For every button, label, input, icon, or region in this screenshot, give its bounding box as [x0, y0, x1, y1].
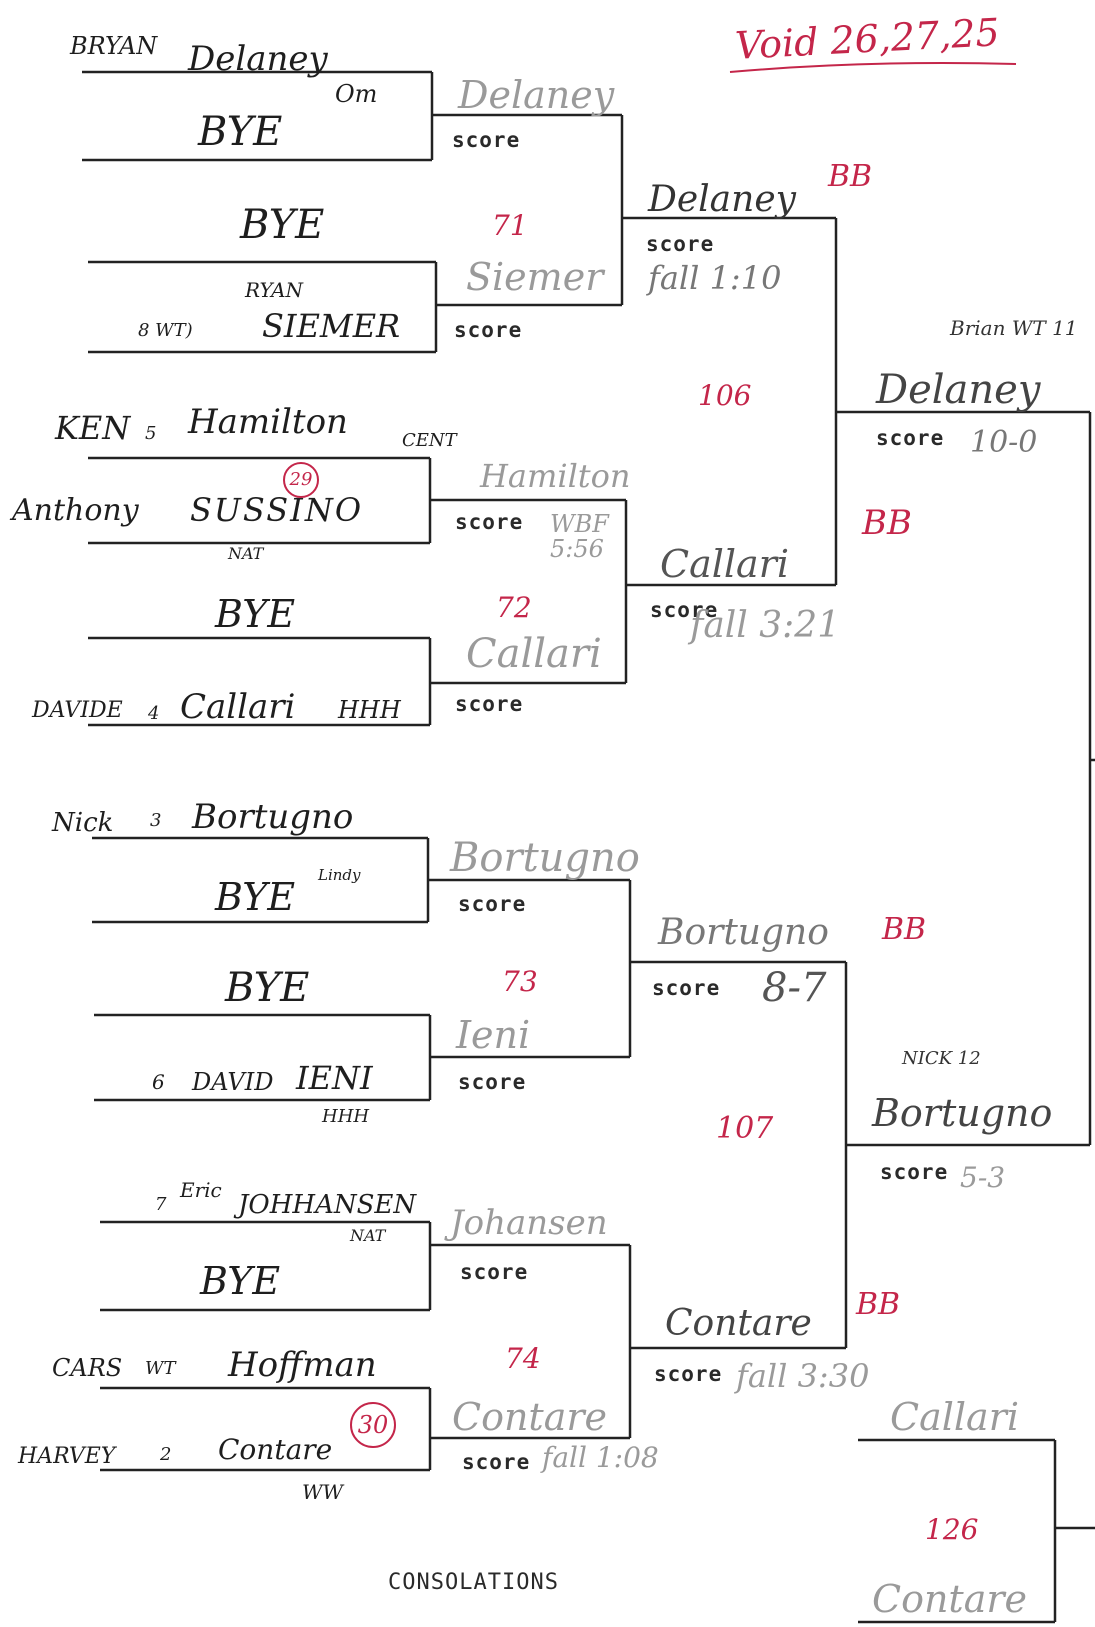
score-value: fall 3:30	[736, 1357, 870, 1395]
bout-number: 107	[716, 1111, 774, 1146]
wrestler-name: BYE	[200, 1259, 281, 1303]
winner-name: Callari	[466, 631, 602, 677]
score-label: score	[880, 1160, 949, 1184]
score-label: score	[458, 1070, 527, 1094]
score-value: 8-7	[762, 965, 827, 1011]
winner-name: Callari	[660, 542, 790, 586]
winner-name: Delaney	[458, 73, 615, 117]
wrestler-name: Callari	[180, 687, 296, 727]
seed: 2	[160, 1444, 172, 1465]
referee-mark: BB	[856, 1287, 901, 1322]
first-name: HARVEY	[18, 1444, 116, 1469]
void-note: Void 26,27,25	[734, 10, 1001, 68]
score-label: score	[462, 1450, 531, 1474]
first-name: BRYAN	[70, 32, 158, 60]
winner-name: Bortugno	[872, 1091, 1053, 1135]
winner-name: Ieni	[456, 1013, 531, 1057]
circle-number: 29	[289, 469, 313, 490]
first-name: DAVIDE	[32, 698, 123, 723]
score-label: score	[652, 976, 721, 1000]
seed: 5	[145, 423, 157, 444]
winner-name: Bortugno	[450, 835, 640, 881]
seed: 4	[148, 703, 160, 724]
consolation-top-name: Callari	[890, 1395, 1020, 1439]
wrestler-name: Hamilton	[188, 402, 348, 442]
score-label: score	[876, 426, 945, 450]
team-note: HHH	[338, 696, 401, 724]
score-label: score	[458, 892, 527, 916]
first-name: Anthony	[12, 493, 139, 528]
referee-mark: BB	[828, 159, 873, 194]
wrestler-name: Bortugno	[192, 797, 354, 837]
score-label: score	[460, 1260, 529, 1284]
consolation-bout-number: 126	[925, 1513, 979, 1546]
match-number-circle	[350, 1402, 396, 1448]
first-name: KEN	[55, 409, 131, 447]
score-value: 10-0	[970, 425, 1038, 460]
void-underline	[728, 58, 1018, 78]
score-label: score	[455, 510, 524, 534]
team-note: NAT	[228, 544, 264, 563]
first-name: CARS	[52, 1354, 123, 1382]
first-name: RYAN	[245, 278, 304, 302]
score-label: score	[452, 128, 521, 152]
seed: 8 WT)	[138, 320, 193, 341]
team-note: CENT	[402, 430, 457, 451]
winner-name: Delaney	[648, 179, 796, 220]
wrestler-name: Contare	[218, 1433, 333, 1466]
score-label: score	[654, 1362, 723, 1386]
wrestler-name: BYE	[215, 875, 296, 919]
seed: 6	[152, 1070, 165, 1094]
winner-name: Hamilton	[480, 457, 631, 495]
bout-number: 106	[698, 379, 752, 412]
wrestler-name: SUSSINO	[190, 491, 364, 529]
bout-number: 74	[505, 1342, 541, 1375]
pre-note: Brian WT 11	[950, 316, 1078, 340]
wrestler-name: SIEMER	[262, 307, 401, 345]
wrestler-name: IENI	[296, 1059, 373, 1097]
score-value: fall 1:08	[542, 1441, 659, 1474]
score-value: fall 1:10	[648, 259, 782, 297]
circle-number: 30	[357, 1411, 389, 1439]
wrestler-name: Hoffman	[228, 1345, 377, 1385]
referee-mark: BB	[882, 912, 927, 947]
wrestler-name: BYE	[198, 109, 283, 155]
score-value: WBF 5:56	[550, 510, 609, 564]
score-label: score	[646, 232, 715, 256]
bout-number: 72	[496, 591, 532, 624]
first-name: DAVID	[192, 1068, 274, 1096]
winner-name: Delaney	[876, 367, 1041, 413]
seed: 7	[155, 1194, 167, 1215]
score-value: 5-3	[960, 1161, 1006, 1194]
winner-name: Siemer	[466, 255, 604, 299]
score-label: score	[455, 692, 524, 716]
consolation-bottom-name: Contare	[872, 1577, 1028, 1621]
team-note: HHH	[322, 1106, 370, 1127]
team-note: Om	[335, 80, 378, 108]
seed: 3	[150, 810, 162, 831]
wrestler-name: Delaney	[188, 39, 328, 79]
first-name: Eric	[180, 1178, 222, 1202]
consolation-label: CONSOLATIONS	[388, 1570, 559, 1595]
team-note: Lindy	[318, 866, 361, 884]
seed: WT	[145, 1358, 176, 1379]
wrestler-name: BYE	[215, 592, 296, 636]
wrestler-name: BYE	[225, 965, 310, 1011]
winner-name: Contare	[665, 1303, 812, 1344]
referee-mark: BB	[862, 503, 912, 543]
bout-number: 71	[492, 209, 528, 242]
winner-name: Contare	[452, 1395, 608, 1439]
score-label: score	[454, 318, 523, 342]
winner-name: Johansen	[450, 1203, 608, 1243]
team-note: NAT	[350, 1226, 386, 1245]
bout-number: 73	[502, 965, 538, 998]
first-name: Nick	[52, 808, 114, 838]
wrestler-name: JOHHANSEN	[238, 1190, 417, 1220]
pre-note: NICK 12	[902, 1048, 981, 1069]
score-value: fall 3:21	[690, 605, 841, 646]
team-note: WW	[302, 1480, 344, 1504]
wrestler-name: BYE	[240, 202, 325, 248]
match-number-circle	[283, 462, 319, 498]
score-label: score	[650, 598, 719, 622]
winner-name: Bortugno	[658, 912, 829, 953]
